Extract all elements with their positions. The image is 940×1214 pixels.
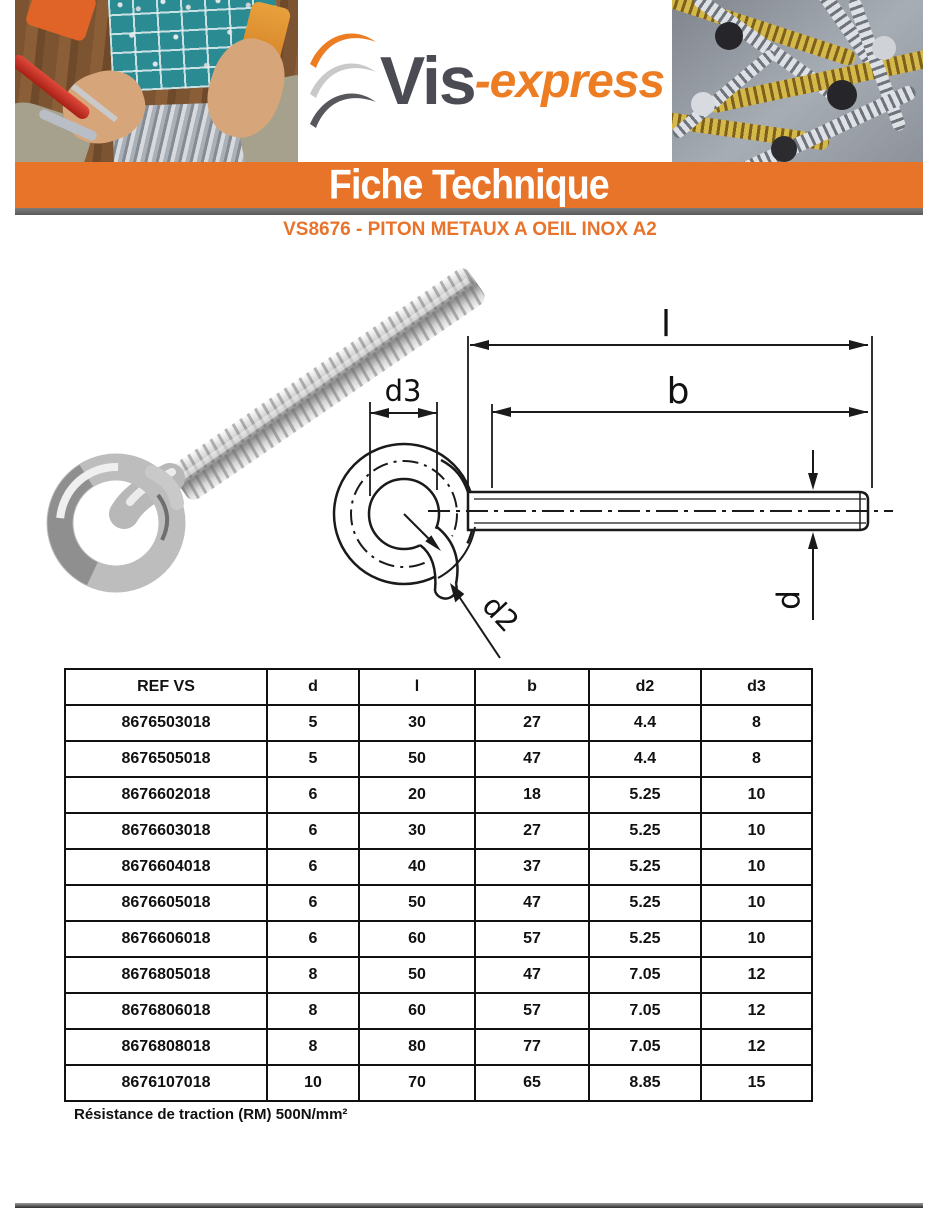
table-cell: 8676805018 [65, 957, 267, 993]
table-cell: 5 [267, 705, 359, 741]
table-cell: 10 [701, 777, 812, 813]
table-cell: 27 [475, 705, 589, 741]
table-cell: 5.25 [589, 849, 701, 885]
table-cell: 40 [359, 849, 475, 885]
table-cell: 10 [701, 813, 812, 849]
screw-head [872, 36, 896, 60]
table-cell: 8676606018 [65, 921, 267, 957]
table-cell: 70 [359, 1065, 475, 1101]
table-cell: 12 [701, 957, 812, 993]
table-row [65, 813, 812, 849]
table-cell: 8 [267, 1029, 359, 1065]
table-row [65, 741, 812, 777]
logo-brand-text: Vis [379, 43, 475, 119]
table-cell: 30 [359, 705, 475, 741]
table-row [65, 957, 812, 993]
screw-head [715, 22, 743, 50]
table-row [65, 705, 812, 741]
spec-table [64, 668, 813, 1102]
table-cell: 6 [267, 777, 359, 813]
product-subtitle: VS8676 - PITON METAUX A OEIL INOX A2 [283, 219, 657, 240]
table-cell: 4.4 [589, 741, 701, 777]
table-row [65, 849, 812, 885]
table-cell: 7.05 [589, 1029, 701, 1065]
eyebolt-drawing-area [0, 245, 940, 660]
table-cell: 20 [359, 777, 475, 813]
table-cell: 8676604018 [65, 849, 267, 885]
screw-head [771, 136, 797, 162]
table-cell: 6 [267, 885, 359, 921]
workbench-photo [15, 0, 298, 162]
table-header-cell: d3 [701, 669, 812, 705]
table-header-cell: d2 [589, 669, 701, 705]
orange-clamp [24, 0, 97, 42]
table-cell: 8676505018 [65, 741, 267, 777]
table-cell: 30 [359, 813, 475, 849]
table-cell: 8.85 [589, 1065, 701, 1101]
triple-swoosh-logo-icon [306, 30, 380, 132]
screws-pile-photo [667, 0, 923, 162]
screw-head [691, 92, 715, 116]
label-eye-mean-diameter: d2 [475, 588, 526, 639]
bottom-divider [15, 1203, 923, 1208]
table-cell: 5.25 [589, 813, 701, 849]
table-cell: 5.25 [589, 885, 701, 921]
table-cell: 12 [701, 1029, 812, 1065]
table-cell: 8676806018 [65, 993, 267, 1029]
table-cell: 8676808018 [65, 1029, 267, 1065]
table-cell: 5 [267, 741, 359, 777]
table-cell: 57 [475, 993, 589, 1029]
table-cell: 8 [267, 993, 359, 1029]
table-cell: 6 [267, 813, 359, 849]
table-cell: 7.05 [589, 957, 701, 993]
table-cell: 80 [359, 1029, 475, 1065]
table-cell: 10 [701, 849, 812, 885]
table-cell: 8 [701, 741, 812, 777]
table-row [65, 885, 812, 921]
table-cell: 8676602018 [65, 777, 267, 813]
table-cell: 47 [475, 957, 589, 993]
label-total-length: l [660, 304, 672, 345]
table-cell: 8 [267, 957, 359, 993]
label-shank-diameter: d [771, 590, 807, 610]
table-cell: 15 [701, 1065, 812, 1101]
spec-table-head-row [65, 669, 812, 705]
table-cell: 50 [359, 957, 475, 993]
banner-gray-strip [15, 208, 923, 215]
table-cell: 60 [359, 993, 475, 1029]
table-cell: 50 [359, 741, 475, 777]
table-cell: 12 [701, 993, 812, 1029]
table-cell: 65 [475, 1065, 589, 1101]
table-cell: 6 [267, 921, 359, 957]
table-row [65, 921, 812, 957]
table-cell: 18 [475, 777, 589, 813]
screw-head [827, 80, 857, 110]
table-cell: 8676605018 [65, 885, 267, 921]
label-eye-inner-diameter: d3 [384, 374, 422, 408]
table-cell: 8 [701, 705, 812, 741]
table-row [65, 777, 812, 813]
table-cell: 8676603018 [65, 813, 267, 849]
table-header-cell: l [359, 669, 475, 705]
table-cell: 37 [475, 849, 589, 885]
vis-express-logo [298, 0, 672, 162]
table-row [65, 1065, 812, 1101]
table-cell: 60 [359, 921, 475, 957]
tensile-strength-note: Résistance de traction (RM) 500N/mm² [74, 1106, 348, 1123]
table-cell: 10 [701, 885, 812, 921]
table-cell: 50 [359, 885, 475, 921]
table-cell: 77 [475, 1029, 589, 1065]
table-row [65, 993, 812, 1029]
label-thread-length: b [666, 371, 690, 412]
table-cell: 27 [475, 813, 589, 849]
table-cell: 6 [267, 849, 359, 885]
table-cell: 10 [701, 921, 812, 957]
table-cell: 10 [267, 1065, 359, 1101]
logo-suffix-text: -express [474, 54, 665, 108]
table-cell: 7.05 [589, 993, 701, 1029]
table-cell: 5.25 [589, 921, 701, 957]
banner [15, 162, 923, 208]
table-header-cell: b [475, 669, 589, 705]
table-cell: 57 [475, 921, 589, 957]
banner-title: Fiche Technique [329, 161, 609, 208]
table-cell: 4.4 [589, 705, 701, 741]
table-header-cell: d [267, 669, 359, 705]
spec-table-body [65, 705, 812, 1101]
table-row [65, 1029, 812, 1065]
table-header-cell: REF VS [65, 669, 267, 705]
table-cell: 47 [475, 741, 589, 777]
table-cell: 47 [475, 885, 589, 921]
table-cell: 8676107018 [65, 1065, 267, 1101]
table-cell: 8676503018 [65, 705, 267, 741]
table-cell: 5.25 [589, 777, 701, 813]
